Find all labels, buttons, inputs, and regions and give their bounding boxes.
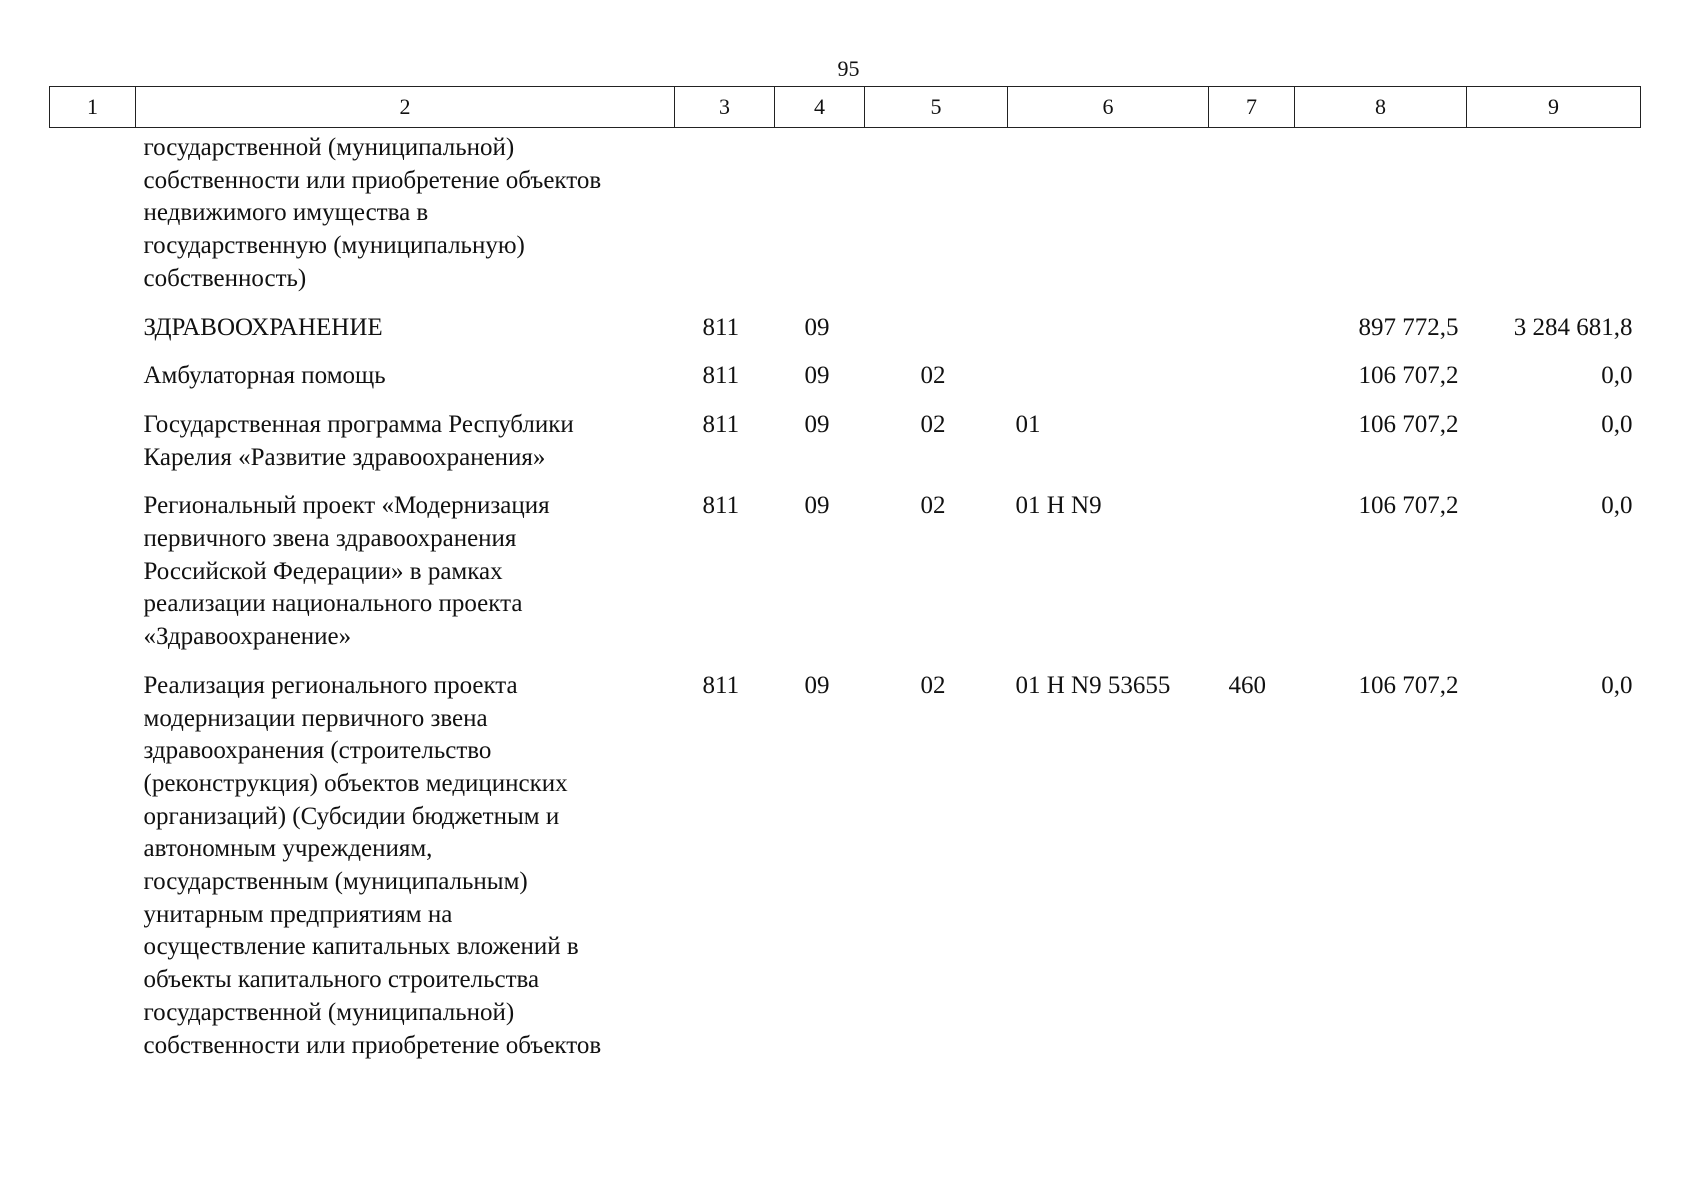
header-col-8: 8 <box>1295 87 1467 128</box>
cell-col-1 <box>50 482 136 662</box>
cell-col-9 <box>1467 128 1641 304</box>
cell-col-7 <box>1209 128 1295 304</box>
cell-col-3: 811 <box>702 492 740 520</box>
cell-col-8: 106 707,2 <box>1358 671 1459 699</box>
cell-name: Реализация регионального проекта модернизации первичного звена здравоохранения (строительство (реконструкция) объектов медицинских организаций) (Субсидии бюджетным и автономным учреждениям, государственным (муниципальным) унитарным предприятиям на осуществление капитальных вложений в объекты капитального строительства государственной (муниципальной) собственности или приобретение объектов <box>143 671 602 1059</box>
cell-col-6 <box>1008 304 1209 353</box>
cell-name: ЗДРАВООХРАНЕНИЕ <box>143 313 383 341</box>
table-row <box>50 128 1641 304</box>
header-col-2: 2 <box>136 87 675 128</box>
cell-col-9: 3 284 681,8 <box>1513 313 1633 341</box>
cell-col-9: 0,0 <box>1601 410 1633 438</box>
cell-col-5 <box>865 128 1008 304</box>
cell-col-4: 09 <box>804 313 830 341</box>
cell-col-5: 02 <box>920 362 946 390</box>
header-col-3: 3 <box>675 87 775 128</box>
cell-name: государственной (муниципальной) собственности или приобретение объектов недвижимого имущества в государственную (муниципальную) собственность) <box>143 134 602 292</box>
cell-col-6: 01 <box>1015 410 1041 438</box>
cell-col-9: 0,0 <box>1601 362 1633 390</box>
cell-col-5: 02 <box>920 492 946 520</box>
header-col-7: 7 <box>1209 87 1295 128</box>
cell-col-5: 02 <box>920 671 946 699</box>
header-col-4: 4 <box>775 87 865 128</box>
cell-col-8: 106 707,2 <box>1358 362 1459 390</box>
cell-col-7 <box>1209 401 1295 482</box>
header-row <box>50 87 1641 128</box>
table-row <box>50 352 1641 401</box>
cell-col-1 <box>50 304 136 353</box>
cell-col-3: 811 <box>702 362 740 390</box>
cell-name: Амбулаторная помощь <box>143 362 386 390</box>
table-row <box>50 304 1641 353</box>
table-row <box>50 662 1641 1070</box>
cell-col-6 <box>1008 128 1209 304</box>
header-col-1: 1 <box>50 87 136 128</box>
cell-col-6: 01 Н N9 53655 <box>1015 671 1171 699</box>
cell-col-1 <box>50 128 136 304</box>
cell-col-8: 106 707,2 <box>1358 492 1459 520</box>
cell-col-9: 0,0 <box>1601 492 1633 520</box>
cell-col-1 <box>50 352 136 401</box>
budget-table <box>49 86 1641 1070</box>
cell-col-4 <box>775 128 865 304</box>
cell-col-6: 01 Н N9 <box>1015 492 1102 520</box>
table-row <box>50 482 1641 662</box>
cell-col-3 <box>675 128 775 304</box>
page-number: 95 <box>837 56 860 81</box>
cell-name: Государственная программа Республики Карелия «Развитие здравоохранения» <box>143 410 574 471</box>
cell-col-5: 02 <box>920 410 946 438</box>
cell-col-1 <box>50 662 136 1070</box>
cell-col-9: 0,0 <box>1601 671 1633 699</box>
header-col-6: 6 <box>1008 87 1209 128</box>
table-body <box>50 128 1641 1071</box>
cell-col-1 <box>50 401 136 482</box>
cell-col-4: 09 <box>804 362 830 390</box>
cell-col-7 <box>1209 482 1295 662</box>
cell-col-4: 09 <box>804 671 830 699</box>
cell-col-3: 811 <box>702 410 740 438</box>
cell-col-4: 09 <box>804 410 830 438</box>
cell-col-8: 897 772,5 <box>1358 313 1459 341</box>
cell-col-7 <box>1209 304 1295 353</box>
cell-col-8: 106 707,2 <box>1358 410 1459 438</box>
cell-col-4: 09 <box>804 492 830 520</box>
cell-name: Региональный проект «Модернизация первичного звена здравоохранения Российской Федерации» в рамках реализации национального проекта «Здравоохранение» <box>143 492 550 651</box>
header-col-5: 5 <box>865 87 1008 128</box>
cell-col-7 <box>1209 352 1295 401</box>
cell-col-3: 811 <box>702 313 740 341</box>
cell-col-6 <box>1008 352 1209 401</box>
cell-col-3: 811 <box>702 671 740 699</box>
table-header <box>50 87 1641 128</box>
table-row <box>50 401 1641 482</box>
cell-col-8 <box>1295 128 1467 304</box>
cell-col-5 <box>865 304 1008 353</box>
cell-col-7: 460 <box>1228 671 1266 699</box>
header-col-9: 9 <box>1467 87 1641 128</box>
